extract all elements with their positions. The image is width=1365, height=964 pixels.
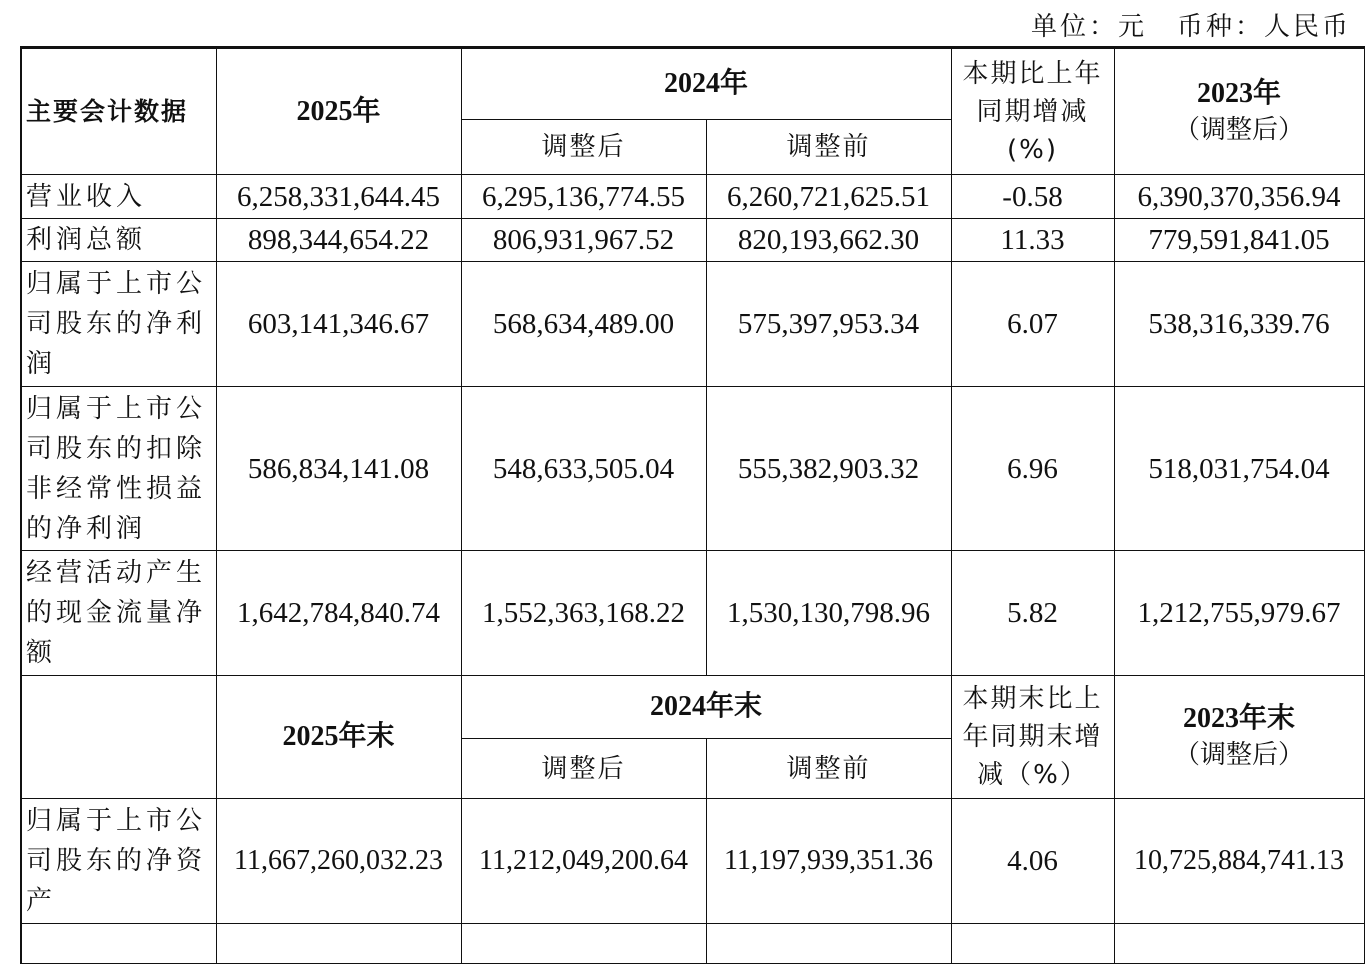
header-2025: 2025年 [216,48,461,175]
cell-2025: 1,642,784,840.74 [216,551,461,676]
cell-change: -0.58 [951,175,1114,219]
table-row [21,799,1364,924]
header-2024-before: 调整前 [706,120,951,175]
row-label: 归属于上市公司股东的净资产 [21,799,216,924]
change-pct-unit: (%) [1007,134,1058,165]
row-label: 利润总额 [21,219,216,262]
cell-2024-before: 555,382,903.32 [706,387,951,551]
header-2024: 2024年 [461,48,951,120]
table-row [21,219,1364,262]
header-2023-end-adjusted: （调整后） [1173,740,1304,770]
row-label: 归属于上市公司股东的扣除非经常性损益的净利润 [21,387,216,551]
cell-change: 11.33 [951,219,1114,262]
cell-2023: 538,316,339.76 [1114,262,1364,387]
cell-2023: 779,591,841.05 [1114,219,1364,262]
cell-2024-adjusted: 6,295,136,774.55 [461,175,706,219]
cell-change: 6.07 [951,262,1114,387]
cell-2025-end: 11,667,260,032.23 [216,799,461,924]
cell-2024-before: 575,397,953.34 [706,262,951,387]
cell-2024-end-adjusted: 11,212,049,200.64 [461,799,706,924]
row-label: 营业收入 [21,175,216,219]
change-pct-label: 本期比上年同期增减 [962,58,1103,127]
table-row [21,551,1364,676]
header-2023-adjusted: （调整后） [1173,114,1304,145]
header-2024-end-before: 调整前 [706,739,951,799]
cell-2024-before: 820,193,662.30 [706,219,951,262]
row-label: 归属于上市公司股东的净利润 [21,262,216,387]
header-2023 [1114,48,1364,175]
header-2023-year: 2023年 [1196,77,1281,109]
cell-2024-adjusted: 1,552,363,168.22 [461,551,706,676]
unit-currency-note [1031,6,1351,43]
cell-empty [216,924,461,964]
key-accounting-data-table [20,46,1365,964]
table-row [21,262,1364,387]
header-row-2 [21,676,1364,739]
table-row [21,175,1364,219]
cell-2025: 898,344,654.22 [216,219,461,262]
cell-2025: 586,834,141.08 [216,387,461,551]
cell-change: 6.96 [951,387,1114,551]
cell-change-end: 4.06 [951,799,1114,924]
header-change-pct-end: 本期末比上年同期末增减（%） [951,676,1114,799]
cell-2024-before: 1,530,130,798.96 [706,551,951,676]
header-2024-end: 2024年末 [461,676,951,739]
header-2023-end [1114,676,1364,799]
cell-empty [706,924,951,964]
cell-change: 5.82 [951,551,1114,676]
cell-2024-adjusted: 568,634,489.00 [461,262,706,387]
table-row-partial [21,924,1364,964]
cell-2024-end-before: 11,197,939,351.36 [706,799,951,924]
corner-header: 主要会计数据 [21,48,216,175]
header-row-1 [21,48,1364,120]
cell-2024-adjusted: 548,633,505.04 [461,387,706,551]
currency-label: 币种：人民币 [1176,12,1351,42]
table-row [21,387,1364,551]
header-change-pct [951,48,1114,175]
corner-header-2 [21,676,216,799]
cell-2023-end: 10,725,884,741.13 [1114,799,1364,924]
cell-2023: 6,390,370,356.94 [1114,175,1364,219]
cell-2025: 603,141,346.67 [216,262,461,387]
header-2024-adjusted: 调整后 [461,120,706,175]
cell-2023: 1,212,755,979.67 [1114,551,1364,676]
cell-2025: 6,258,331,644.45 [216,175,461,219]
unit-label: 单位：元 [1030,12,1147,42]
header-2025-end: 2025年末 [216,676,461,799]
row-label-empty [21,924,216,964]
header-2024-end-adjusted: 调整后 [461,739,706,799]
cell-empty [1114,924,1364,964]
cell-empty [951,924,1114,964]
cell-2024-adjusted: 806,931,967.52 [461,219,706,262]
cell-empty [461,924,706,964]
row-label: 经营活动产生的现金流量净额 [21,551,216,676]
cell-2024-before: 6,260,721,625.51 [706,175,951,219]
cell-2023: 518,031,754.04 [1114,387,1364,551]
header-2023-end-year: 2023年末 [1182,703,1295,734]
